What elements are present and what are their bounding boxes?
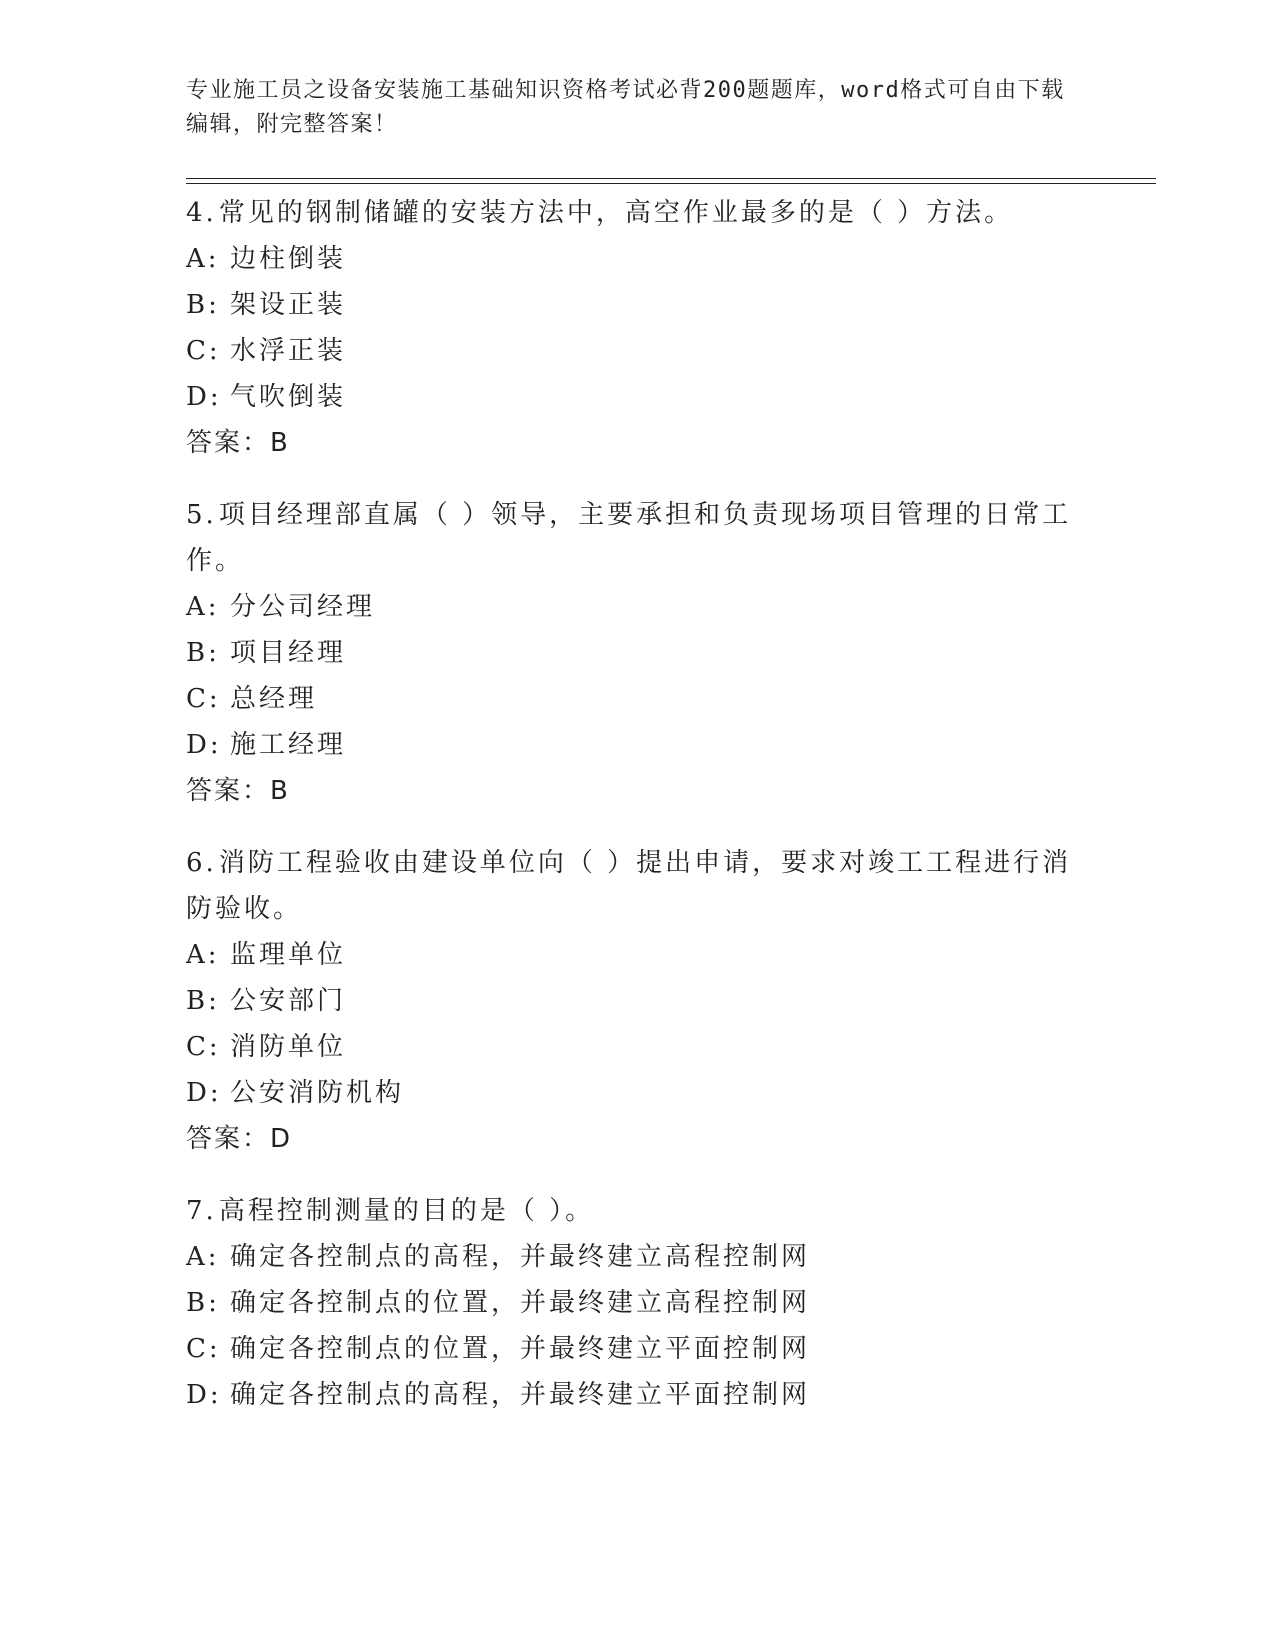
answer-label: 答案： bbox=[186, 428, 271, 458]
option-a bbox=[186, 584, 1086, 630]
option-letter: A: bbox=[186, 244, 220, 274]
answer-value: B bbox=[270, 776, 290, 806]
option-letter: D: bbox=[186, 382, 222, 412]
option-letter: D: bbox=[186, 730, 222, 760]
question-4 bbox=[186, 190, 1086, 466]
option-a bbox=[186, 1234, 1086, 1280]
option-text: 公安消防机构 bbox=[230, 1078, 405, 1108]
answer-line bbox=[186, 420, 1086, 466]
question-text bbox=[186, 492, 1086, 584]
option-letter: B: bbox=[186, 290, 220, 320]
option-letter: D: bbox=[186, 1380, 222, 1410]
option-d bbox=[186, 1372, 1086, 1418]
question-stem: 高程控制测量的目的是（ ）。 bbox=[218, 1196, 595, 1226]
question-text bbox=[186, 1188, 1086, 1234]
option-d bbox=[186, 1070, 1086, 1116]
option-text: 监理单位 bbox=[230, 940, 347, 970]
option-b bbox=[186, 630, 1086, 676]
option-letter: C: bbox=[186, 1032, 221, 1062]
option-letter: C: bbox=[186, 684, 221, 714]
option-text: 确定各控制点的位置，并最终建立平面控制网 bbox=[230, 1334, 811, 1364]
answer-value: D bbox=[270, 1124, 293, 1154]
option-a bbox=[186, 932, 1086, 978]
question-number: 7. bbox=[186, 1196, 217, 1226]
option-letter: B: bbox=[186, 638, 220, 668]
option-d bbox=[186, 722, 1086, 768]
header-divider-bottom bbox=[186, 183, 1156, 184]
question-7 bbox=[186, 1188, 1086, 1418]
option-text: 消防单位 bbox=[230, 1032, 347, 1062]
option-text: 水浮正装 bbox=[230, 336, 347, 366]
option-letter: D: bbox=[186, 1078, 222, 1108]
option-c bbox=[186, 676, 1086, 722]
option-letter: B: bbox=[186, 986, 220, 1016]
option-letter: C: bbox=[186, 1334, 221, 1364]
option-b bbox=[186, 978, 1086, 1024]
answer-line bbox=[186, 1116, 1086, 1162]
option-c bbox=[186, 1024, 1086, 1070]
answer-line bbox=[186, 768, 1086, 814]
option-text: 总经理 bbox=[230, 684, 318, 714]
question-number: 6. bbox=[186, 848, 217, 878]
question-text bbox=[186, 840, 1086, 932]
question-stem: 常见的钢制储罐的安装方法中，高空作业最多的是（ ）方法。 bbox=[218, 198, 1014, 228]
option-letter: A: bbox=[186, 592, 220, 622]
option-text: 确定各控制点的高程，并最终建立高程控制网 bbox=[230, 1242, 811, 1272]
answer-value: B bbox=[270, 428, 290, 458]
question-6 bbox=[186, 840, 1086, 1162]
option-text: 施工经理 bbox=[230, 730, 347, 760]
answer-label: 答案： bbox=[186, 1124, 271, 1154]
option-d bbox=[186, 374, 1086, 420]
option-text: 公安部门 bbox=[230, 986, 347, 1016]
question-5 bbox=[186, 492, 1086, 814]
header-divider-top bbox=[186, 178, 1156, 179]
option-text: 分公司经理 bbox=[230, 592, 376, 622]
question-number: 4. bbox=[186, 198, 217, 228]
option-text: 项目经理 bbox=[230, 638, 347, 668]
option-letter: C: bbox=[186, 336, 221, 366]
option-a bbox=[186, 236, 1086, 282]
option-c bbox=[186, 328, 1086, 374]
option-text: 确定各控制点的高程，并最终建立平面控制网 bbox=[230, 1380, 811, 1410]
option-c bbox=[186, 1326, 1086, 1372]
option-text: 边柱倒装 bbox=[230, 244, 347, 274]
answer-label: 答案： bbox=[186, 776, 271, 806]
document-header bbox=[186, 74, 1086, 142]
option-letter: B: bbox=[186, 1288, 220, 1318]
question-stem: 消防工程验收由建设单位向（ ）提出申请，要求对竣工工程进行消防验收。 bbox=[186, 848, 1072, 924]
option-text: 气吹倒装 bbox=[230, 382, 347, 412]
option-text: 确定各控制点的位置，并最终建立高程控制网 bbox=[230, 1288, 811, 1318]
option-b bbox=[186, 282, 1086, 328]
option-letter: A: bbox=[186, 1242, 220, 1272]
question-number: 5. bbox=[186, 500, 217, 530]
option-text: 架设正装 bbox=[230, 290, 347, 320]
option-b bbox=[186, 1280, 1086, 1326]
question-stem: 项目经理部直属（ ）领导，主要承担和负责现场项目管理的日常工作。 bbox=[186, 500, 1072, 576]
question-list bbox=[186, 190, 1086, 1444]
option-letter: A: bbox=[186, 940, 220, 970]
question-text bbox=[186, 190, 1086, 236]
header-text: 专业施工员之设备安装施工基础知识资格考试必背200题题库，word格式可自由下载编辑，附完整答案！ bbox=[186, 78, 1065, 137]
